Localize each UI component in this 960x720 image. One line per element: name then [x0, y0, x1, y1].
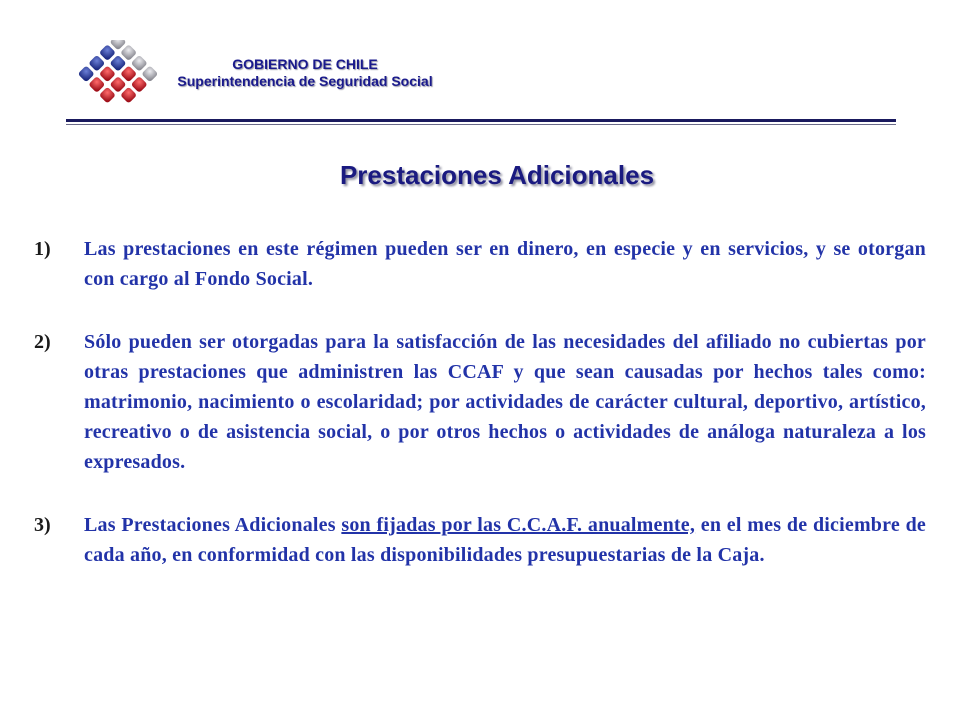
- list-item-number: 2): [34, 331, 51, 353]
- list-item: [34, 510, 926, 570]
- page-title: Prestaciones Adicionales: [339, 160, 655, 190]
- header-divider-thin: [66, 124, 896, 125]
- agency-label: Superintendencia de Seguridad Social: [177, 73, 433, 89]
- header: [0, 0, 960, 130]
- numbered-list: [34, 234, 926, 603]
- list-item-number: 3): [34, 514, 51, 536]
- list-item-number: 1): [34, 238, 51, 260]
- list-item: [34, 327, 926, 477]
- underlined-text: son fijadas por las C.C.A.F. anualmente,: [341, 514, 696, 536]
- text-segment: en el mes de diciembre de cada año, en conformidad con las disponibilidades presupuestarias de la Caja.: [84, 514, 926, 566]
- header-divider: [66, 119, 896, 122]
- text-segment: Las Prestaciones Adicionales: [84, 514, 342, 536]
- gobierno-de-chile-cube-logo-icon: [78, 40, 158, 112]
- government-label: GOBIERNO DE CHILE: [232, 56, 378, 72]
- list-item-text: [84, 510, 926, 570]
- organization-name: [160, 56, 450, 90]
- list-item: [34, 234, 926, 294]
- list-item-text: Sólo pueden ser otorgadas para la satisfacción de las necesidades del afiliado no cubiertas por otras prestaciones que administren las CCAF y que sean causadas por hechos tales como: matrimonio, nacimiento o escolaridad; por actividades de carácter cultural, deportivo, artístico, recreativo o de asistencia social, o por otros hechos o actividades de análoga naturaleza a los expresados.: [84, 331, 926, 473]
- list-item-text: Las prestaciones en este régimen pueden ser en dinero, en especie y en servicios, y se otorgan con cargo al Fondo Social.: [84, 238, 926, 290]
